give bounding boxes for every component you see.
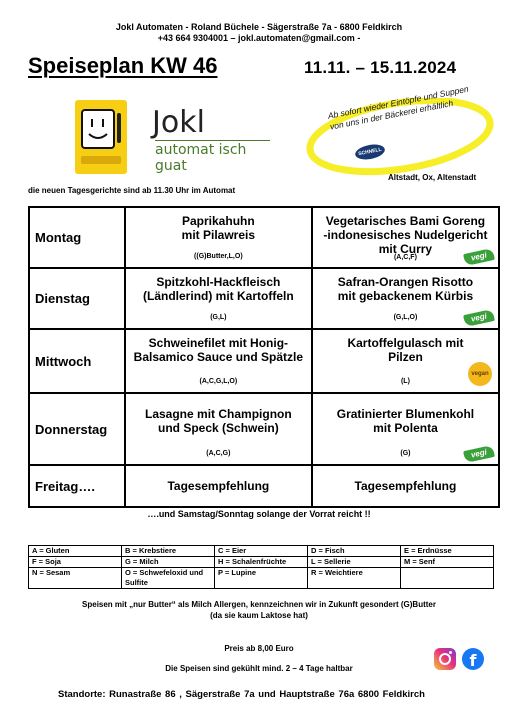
legend-item: E = Erdnüsse [401,546,494,557]
footer-locations: Standorte: Runastraße 86 , Sägerstraße 7a und Hauptstraße 76a 6800 Feldkirch [58,689,425,700]
dish-cell [125,393,312,465]
vegi-badge-icon: vegi [463,309,495,327]
dish-name: Kartoffelgulasch mit Pilzen [347,336,464,364]
date-range: 11.11. – 15.11.2024 [304,58,457,77]
dish-cell [125,207,312,268]
menu-row [29,465,499,507]
vegi-badge-icon: vegi [463,445,495,463]
logo-slot [117,113,121,143]
allergen-codes: (G,L,O) [393,314,418,321]
legend-item: D = Fisch [308,546,401,557]
legend-item: L = Sellerie [308,557,401,568]
menu-row [29,207,499,268]
dish-name: Paprikahuhn mit Pilawreis [181,214,256,242]
allergen-codes: (L) [400,378,410,385]
bubble-text: Ab sofort wieder Eintöpfe und Suppen von uns in der Bäckerei erhältlich [327,83,470,132]
facebook-icon[interactable]: f [462,648,484,670]
time-notice: die neuen Tagesgerichte sind ab 11.30 Uhr im Automat [28,186,236,195]
legend-item: M = Senf [401,557,494,568]
day-label: Dienstag [29,268,125,329]
price-info: Preis ab 8,00 Euro [224,644,294,653]
day-label: Montag [29,207,125,268]
dish-name: Vegetarisches Bami Goreng -indonesisches Nudelgericht mit Curry [323,214,488,256]
vegi-badge-icon: vegi [463,248,495,266]
legend-item: F = Soja [29,557,122,568]
shelf-life-info: Die Speisen sind gekühlt mind. 2 – 4 Tage haltbar [165,664,353,673]
dish-cell [312,268,499,329]
allergen-codes: (A,C,G) [206,450,231,457]
legend-item: H = Schalenfrüchte [215,557,308,568]
dish-cell [125,268,312,329]
legend-item: B = Krebstiere [122,546,215,557]
day-label: Freitag…. [29,465,125,507]
legend-item: P = Lupine [215,568,308,589]
dish-cell [312,329,499,393]
day-label: Donnerstag [29,393,125,465]
menu-row [29,268,499,329]
dish-name: Safran-Orangen Risotto mit gebackenem Kürbis [337,275,474,303]
menu-row [29,329,499,393]
legend-item: C = Eier [215,546,308,557]
dish-name: Lasagne mit Champignon und Speck (Schwein) [145,407,292,435]
allergen-legend [28,545,494,589]
dish-name: Gratinierter Blumenkohl mit Polenta [336,407,475,435]
logo-face [81,109,115,149]
dish-name: Schweinefilet mit Honig- Balsamico Sauce und Spätzle [133,336,304,364]
legend-item: G = Milch [122,557,215,568]
header-contact: +43 664 9304001 – jokl.automaten@gmail.com - [157,33,361,43]
dish-name: Tagesempfehlung [167,479,270,493]
brand-name: Jokl [152,105,205,140]
header-address: Jokl Automaten - Roland Büchele - Sägerstraße 7a - 6800 Feldkirch [115,22,403,32]
instagram-icon[interactable] [434,648,456,670]
dish-name: Tagesempfehlung [354,479,457,493]
allergen-codes: ((G)Butter,L,O) [194,253,243,260]
bakery-locations: Altstadt, Ox, Altenstadt [388,173,477,182]
legend-row [29,568,494,589]
day-label: Mittwoch [29,329,125,393]
legend-item: A = Gluten [29,546,122,557]
dish-cell [312,465,499,507]
allergen-codes: (A,C,G,L,O) [199,378,238,385]
allergen-codes: (G) [400,450,411,457]
dish-cell [312,207,499,268]
butter-note-line2: (da sie kaum Laktose hat) [210,611,308,620]
dish-name: Spitzkohl-Hackfleisch (Ländlerind) mit Kartoffeln [143,275,294,303]
logo-base [81,156,121,164]
menu-table [28,206,500,508]
dish-cell [125,329,312,393]
legend-item: O = Schwefeloxid und Sulfite [122,568,215,589]
menu-row [29,393,499,465]
allergen-codes: (G,L) [210,314,227,321]
allergen-codes: (A,C,F) [393,254,417,261]
page-title: Speiseplan KW 46 [28,53,218,78]
dish-cell [125,465,312,507]
weekend-note: ….und Samstag/Sonntag solange der Vorrat reicht !! [147,509,371,519]
butter-note [0,599,518,621]
bakery-badge: SCHNELL [354,142,386,161]
brand-tagline: automat isch guat [155,140,270,174]
dish-cell [312,393,499,465]
legend-item [401,568,494,589]
vegan-badge-icon: vegan [468,362,492,386]
legend-row [29,546,494,557]
legend-item: N = Sesam [29,568,122,589]
vending-machine-logo-icon [75,100,127,174]
butter-note-line1: Speisen mit „nur Butter“ als Milch Allergen, kennzeichnen wir in Zukunft gesondert (G)Butter [82,600,436,609]
legend-item: R = Weichtiere [308,568,401,589]
legend-row [29,557,494,568]
